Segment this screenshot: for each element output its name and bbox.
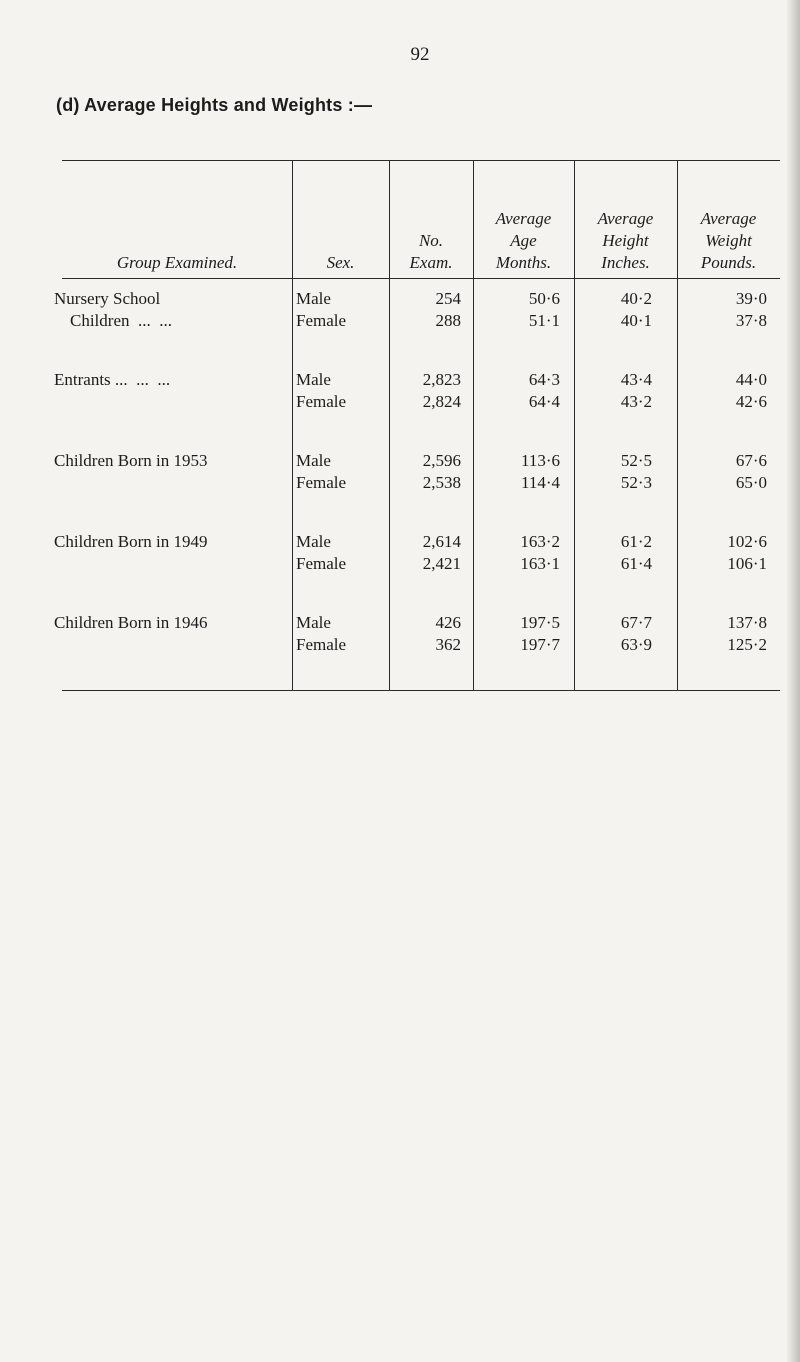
cell-height: 43·4 <box>620 370 652 389</box>
cell-height: 52·5 <box>620 451 652 470</box>
cell-age: 163·1 <box>520 554 560 573</box>
cell-number: 2,823 <box>422 370 461 389</box>
header-height-line3: Inches. <box>601 253 650 272</box>
header-number <box>389 230 473 274</box>
cell-height: 63·9 <box>620 635 652 654</box>
cell-weight: 39·0 <box>735 289 767 308</box>
header-weight-line3: Pounds. <box>700 253 757 272</box>
cell-weight: 102·6 <box>727 532 767 551</box>
header-group <box>62 252 292 274</box>
table-top-rule <box>62 160 780 161</box>
header-number-line2: Exam. <box>409 253 453 272</box>
cell-age: 50·6 <box>528 289 560 308</box>
cell-height: 40·1 <box>620 311 652 330</box>
cell-number: 362 <box>435 635 461 654</box>
header-weight-line2: Weight <box>705 231 752 250</box>
cell-height: 61·2 <box>620 532 652 551</box>
cell-weight: 42·6 <box>735 392 767 411</box>
page-edge-shadow <box>786 0 800 1362</box>
cell-number: 254 <box>435 289 461 308</box>
cell-group: Entrants ... ... ... <box>54 370 171 389</box>
page-number: 92 <box>410 44 430 65</box>
cell-sex: Female <box>296 554 347 573</box>
cell-weight: 137·8 <box>727 613 767 632</box>
cell-sex: Male <box>296 613 331 632</box>
header-age <box>473 208 574 274</box>
header-age-line1: Average <box>495 209 552 228</box>
cell-group: Children Born in 1953 <box>54 451 208 470</box>
header-height-line1: Average <box>597 209 654 228</box>
cell-number: 426 <box>435 613 461 632</box>
cell-number: 288 <box>435 311 461 330</box>
cell-age: 114·4 <box>520 473 560 492</box>
cell-age: 64·3 <box>528 370 560 389</box>
cell-number: 2,614 <box>422 532 461 551</box>
section-title: (d) Average Heights and Weights :— <box>56 95 373 115</box>
cell-height: 52·3 <box>620 473 652 492</box>
cell-weight: 65·0 <box>735 473 767 492</box>
header-sex <box>292 252 389 274</box>
cell-sex: Male <box>296 370 331 389</box>
header-height-line2: Height <box>602 231 649 250</box>
cell-sex: Male <box>296 532 331 551</box>
cell-weight: 67·6 <box>735 451 767 470</box>
cell-height: 61·4 <box>620 554 652 573</box>
header-sex-label: Sex. <box>326 253 355 272</box>
heights-weights-table <box>54 160 780 700</box>
cell-height: 67·7 <box>620 613 652 632</box>
table-bottom-rule <box>62 690 780 691</box>
cell-number: 2,596 <box>422 451 461 470</box>
cell-height: 40·2 <box>620 289 652 308</box>
header-number-line1: No. <box>418 231 444 250</box>
cell-sex: Female <box>296 311 347 330</box>
header-height <box>574 208 677 274</box>
cell-number: 2,538 <box>422 473 461 492</box>
header-weight-line1: Average <box>700 209 757 228</box>
table-header-rule <box>62 278 780 279</box>
cell-age: 197·7 <box>520 635 560 654</box>
cell-age: 64·4 <box>528 392 560 411</box>
cell-sex: Male <box>296 289 331 308</box>
cell-group: Children Born in 1949 <box>54 532 208 551</box>
header-group-label: Group Examined. <box>116 253 238 272</box>
cell-sex: Female <box>296 392 347 411</box>
cell-weight: 37·8 <box>735 311 767 330</box>
header-age-line2: Age <box>510 231 537 250</box>
cell-height: 43·2 <box>620 392 652 411</box>
cell-age: 163·2 <box>520 532 560 551</box>
cell-sex: Male <box>296 451 331 470</box>
cell-group: Children ... ... <box>70 311 172 330</box>
cell-weight: 44·0 <box>735 370 767 389</box>
column-divider <box>292 160 293 690</box>
cell-weight: 106·1 <box>727 554 767 573</box>
header-age-line3: Months. <box>495 253 552 272</box>
cell-sex: Female <box>296 473 347 492</box>
cell-age: 113·6 <box>520 451 560 470</box>
cell-weight: 125·2 <box>727 635 767 654</box>
cell-group: Children Born in 1946 <box>54 613 208 632</box>
header-weight <box>677 208 780 274</box>
cell-sex: Female <box>296 635 347 654</box>
cell-number: 2,421 <box>422 554 461 573</box>
cell-age: 51·1 <box>528 311 560 330</box>
cell-age: 197·5 <box>520 613 560 632</box>
cell-group: Nursery School <box>54 289 161 308</box>
cell-number: 2,824 <box>422 392 461 411</box>
